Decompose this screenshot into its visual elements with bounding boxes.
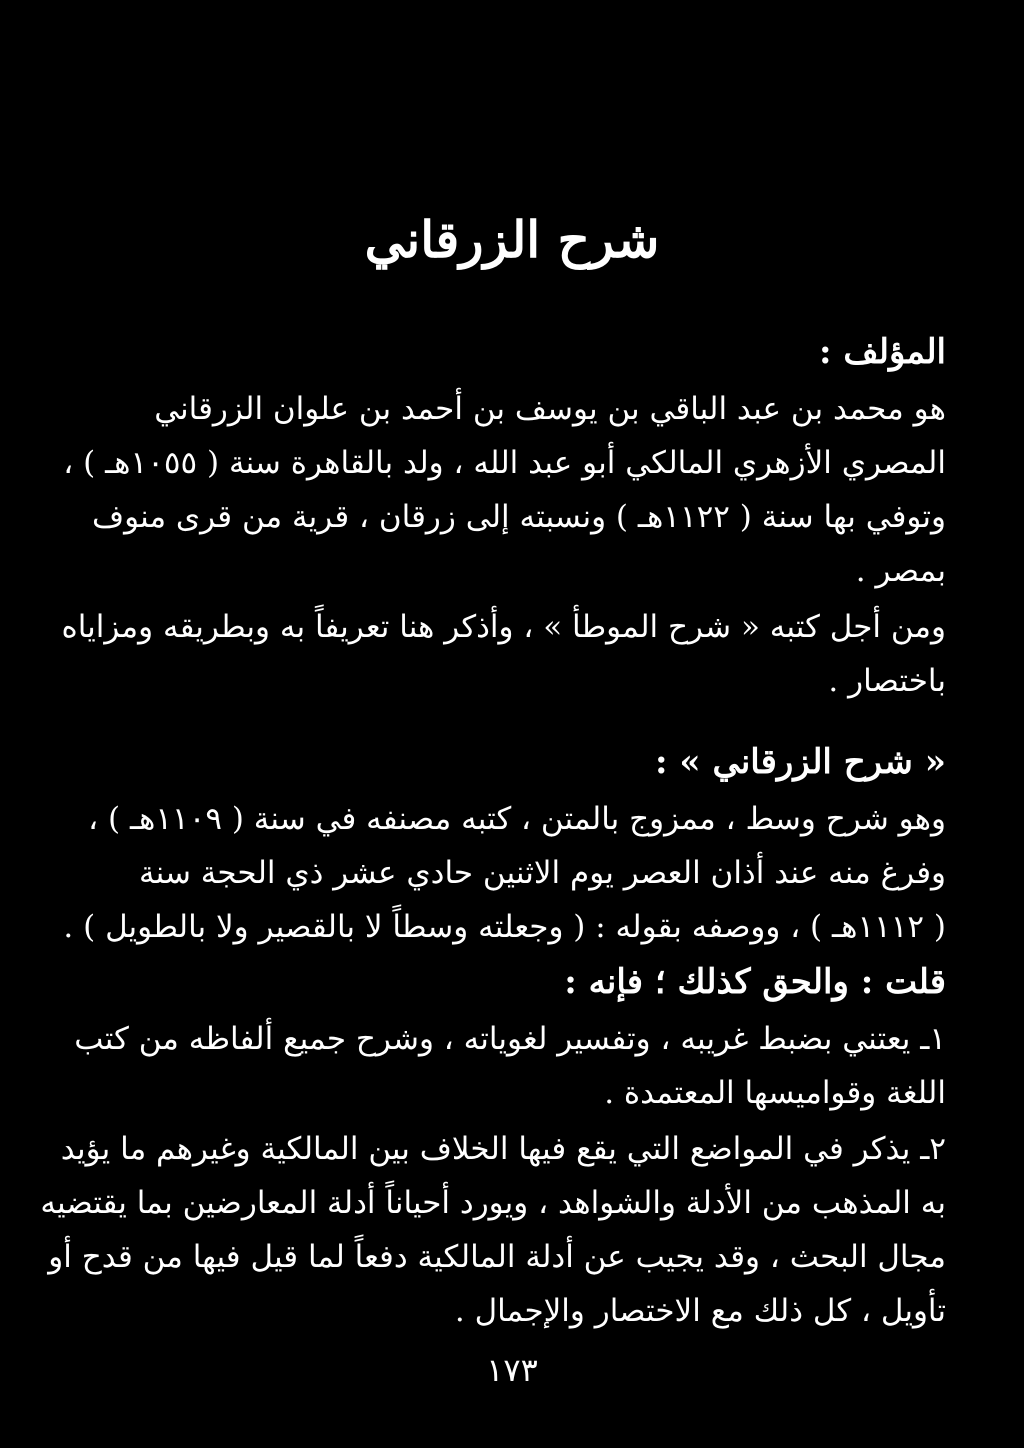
- author-heading: المؤلف :: [819, 332, 946, 372]
- sharh-heading: « شرح الزرقاني » :: [655, 742, 946, 782]
- text-line: وهو شرح وسط ، ممزوج بالمتن ، كتبه مصنفه في سنة ( ١١٠٩هـ ) ،: [88, 801, 946, 837]
- list-item-2: [40, 1122, 946, 1338]
- text-line: ١ـ يعتني بضبط غريبه ، وتفسير لغوياته ، وشرح جميع ألفاظه من كتب: [74, 1021, 946, 1057]
- text-line: مجال البحث ، وقد يجيب عن أدلة المالكية دفعاً لما قيل فيها من قدح أو: [48, 1239, 946, 1275]
- books-paragraph: [61, 600, 946, 708]
- text-line: ٢ـ يذكر في المواضع التي يقع فيها الخلاف بين المالكية وغيرهم ما يؤيد: [60, 1131, 946, 1167]
- author-paragraph: [63, 382, 946, 598]
- list-item-1: [76, 1012, 946, 1120]
- page-number: ١٧٣: [486, 1351, 538, 1389]
- text-line: وفرغ منه عند أذان العصر يوم الاثنين حادي عشر ذي الحجة سنة: [139, 855, 946, 891]
- notes-heading: قلت : والحق كذلك ؛ فإنه :: [564, 962, 946, 1002]
- text-line: وتوفي بها سنة ( ١١٢٢هـ ) ونسبته إلى زرقان ، قرية من قرى منوف: [91, 499, 946, 535]
- sharh-paragraph: [63, 792, 946, 954]
- text-line: ومن أجل كتبه « شرح الموطأ » ، وأذكر هنا تعريفاً به وبطريقه ومزاياه: [61, 609, 946, 645]
- text-line: اللغة وقواميسها المعتمدة .: [604, 1075, 946, 1111]
- text-line: بمصر .: [855, 553, 946, 589]
- text-line: به المذهب من الأدلة والشواهد ، ويورد أحياناً أدلة المعارضين بما يقتضيه: [40, 1185, 946, 1221]
- text-line: المصري الأزهري المالكي أبو عبد الله ، ولد بالقاهرة سنة ( ١٠٥٥هـ ) ،: [63, 445, 946, 481]
- page-title: شرح الزرقاني: [364, 210, 660, 269]
- text-line: هو محمد بن عبد الباقي بن يوسف بن أحمد بن علوان الزرقاني: [154, 391, 946, 427]
- text-line: تأويل ، كل ذلك مع الاختصار والإجمال .: [454, 1293, 946, 1329]
- text-line: ( ١١١٢هـ ) ، ووصفه بقوله : ( وجعلته وسطاً لا بالقصير ولا بالطويل ) .: [63, 909, 946, 945]
- text-line: باختصار .: [828, 663, 946, 699]
